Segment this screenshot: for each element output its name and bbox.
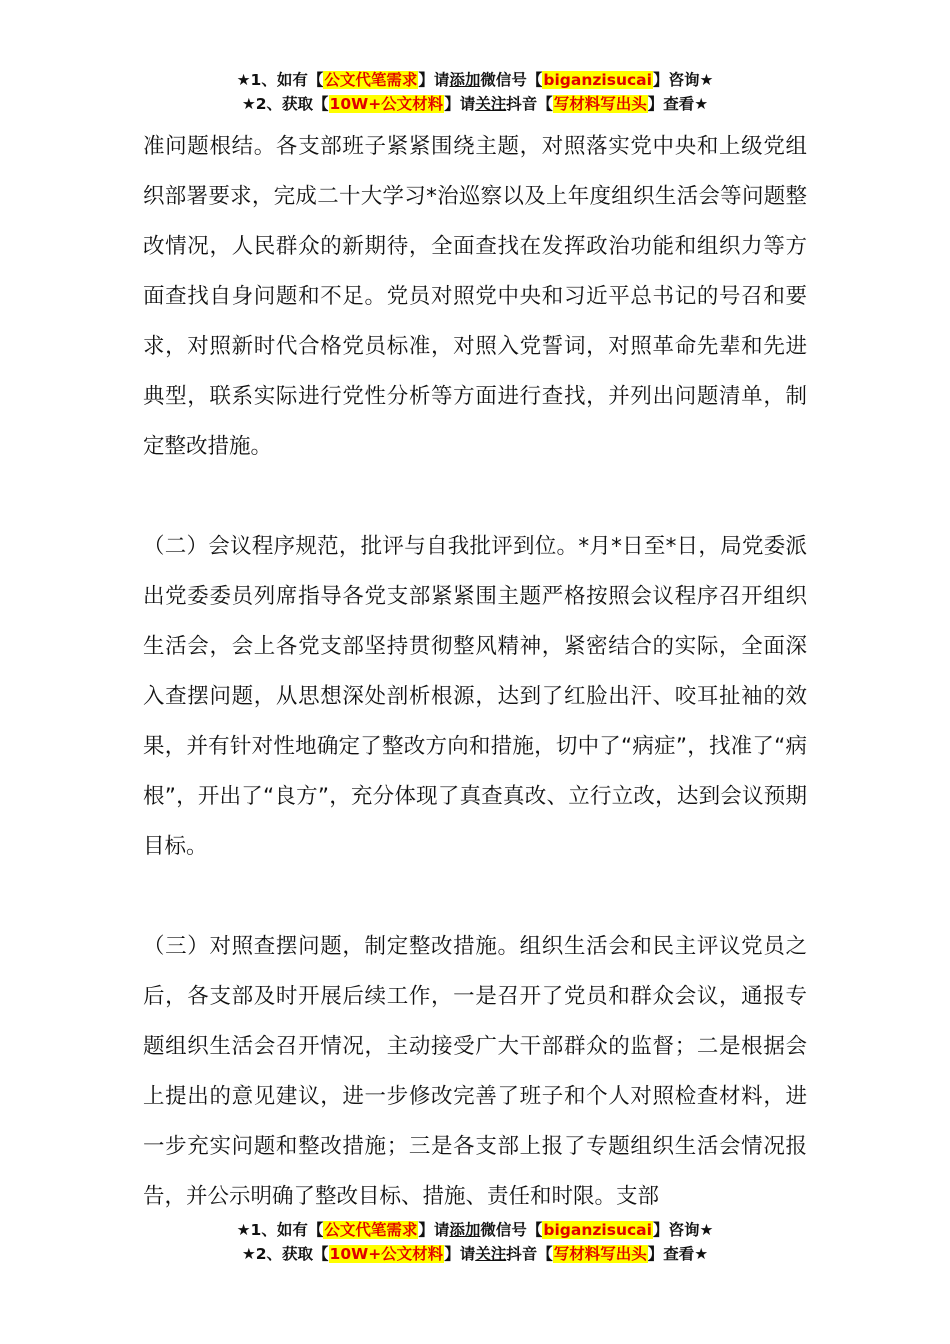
footer-line1-highlight-service: 公文代笔需求 xyxy=(324,1221,418,1239)
footer-line1-emph: 添加 xyxy=(449,1221,481,1239)
footer-line-2 xyxy=(0,1242,950,1266)
body-paragraph-3: （三）对照查摆问题，制定整改措施。组织生活会和民主评议党员之后，各支部及时开展后续工作，一是召开了党员和群众会议，通报专题组织生活会召开情况，主动接受广大干部群众的监督；二是根据会上提出的意见建议，进一步修改完善了班子和个人对照检查材料，进一步充实问题和整改措施；三是各支部上报了专题组织生活会情况报告，并公示明确了整改目标、措施、责任和时限。支部 xyxy=(143,934,807,1209)
banner-line1-emph: 添加 xyxy=(449,71,481,89)
document-body xyxy=(143,122,807,1222)
footer-line2-prefix: ★2、获取【 xyxy=(241,1245,329,1263)
banner-line2-highlight-materials: 10W+公文材料 xyxy=(329,95,444,113)
banner-line-1 xyxy=(0,68,950,92)
body-paragraph-2: （二）会议程序规范，批评与自我批评到位。*月*日至*日，局党委派出党委委员列席指导各党支部紧紧围主题严格按照会议程序召开组织生活会，会上各党支部坚持贯彻整风精神，紧密结合的实际，全面深入查摆问题，从思想深处剖析根源，达到了红脸出汗、咬耳扯袖的效果，并有针对性地确定了整改方向和措施，切中了“病症”，找准了“病根”，开出了“良方”，充分体现了真查真改、立行立改，达到会议预期目标。 xyxy=(143,534,807,859)
banner-line2-prefix: ★2、获取【 xyxy=(241,95,329,113)
footer-line2-highlight-douyin: 写材料写出头 xyxy=(553,1245,647,1263)
banner-line1-highlight-wechat: biganzisucai xyxy=(543,71,652,89)
footer-line1-prefix: ★1、如有【 xyxy=(236,1221,324,1239)
footer-line1-suffix: 】咨询★ xyxy=(652,1221,714,1239)
footer-line2-emph: 关注 xyxy=(475,1245,507,1263)
footer-line2-mid2: 抖音【 xyxy=(506,1245,553,1263)
footer-banner xyxy=(0,1218,950,1266)
banner-line2-mid2: 抖音【 xyxy=(506,95,553,113)
footer-line1-mid2: 微信号【 xyxy=(480,1221,543,1239)
banner-line-2 xyxy=(0,92,950,116)
banner-line1-suffix: 】咨询★ xyxy=(652,71,714,89)
footer-line2-highlight-materials: 10W+公文材料 xyxy=(329,1245,444,1263)
footer-line2-suffix: 】查看★ xyxy=(647,1245,709,1263)
banner-line1-highlight-service: 公文代笔需求 xyxy=(324,71,418,89)
header-banner xyxy=(0,68,950,116)
paragraph-spacer xyxy=(143,472,807,522)
footer-line2-mid1: 】请 xyxy=(444,1245,476,1263)
banner-line2-emph: 关注 xyxy=(475,95,507,113)
banner-line1-prefix: ★1、如有【 xyxy=(236,71,324,89)
paragraph-spacer xyxy=(143,872,807,922)
banner-line2-highlight-douyin: 写材料写出头 xyxy=(553,95,647,113)
footer-line-1 xyxy=(0,1218,950,1242)
banner-line1-mid2: 微信号【 xyxy=(480,71,543,89)
banner-line1-mid1: 】请 xyxy=(418,71,450,89)
footer-line1-highlight-wechat: biganzisucai xyxy=(543,1221,652,1239)
banner-line2-mid1: 】请 xyxy=(444,95,476,113)
body-paragraph-1: 准问题根结。各支部班子紧紧围绕主题，对照落实党中央和上级党组织部署要求，完成二十大学习*治巡察以及上年度组织生活会等问题整改情况，人民群众的新期待，全面查找在发挥政治功能和组织力等方面查找自身问题和不足。党员对照党中央和习近平总书记的号召和要求，对照新时代合格党员标准，对照入党誓词，对照革命先辈和先进典型，联系实际进行党性分析等方面进行查找，并列出问题清单，制定整改措施。 xyxy=(143,134,807,459)
footer-line1-mid1: 】请 xyxy=(418,1221,450,1239)
banner-line2-suffix: 】查看★ xyxy=(647,95,709,113)
